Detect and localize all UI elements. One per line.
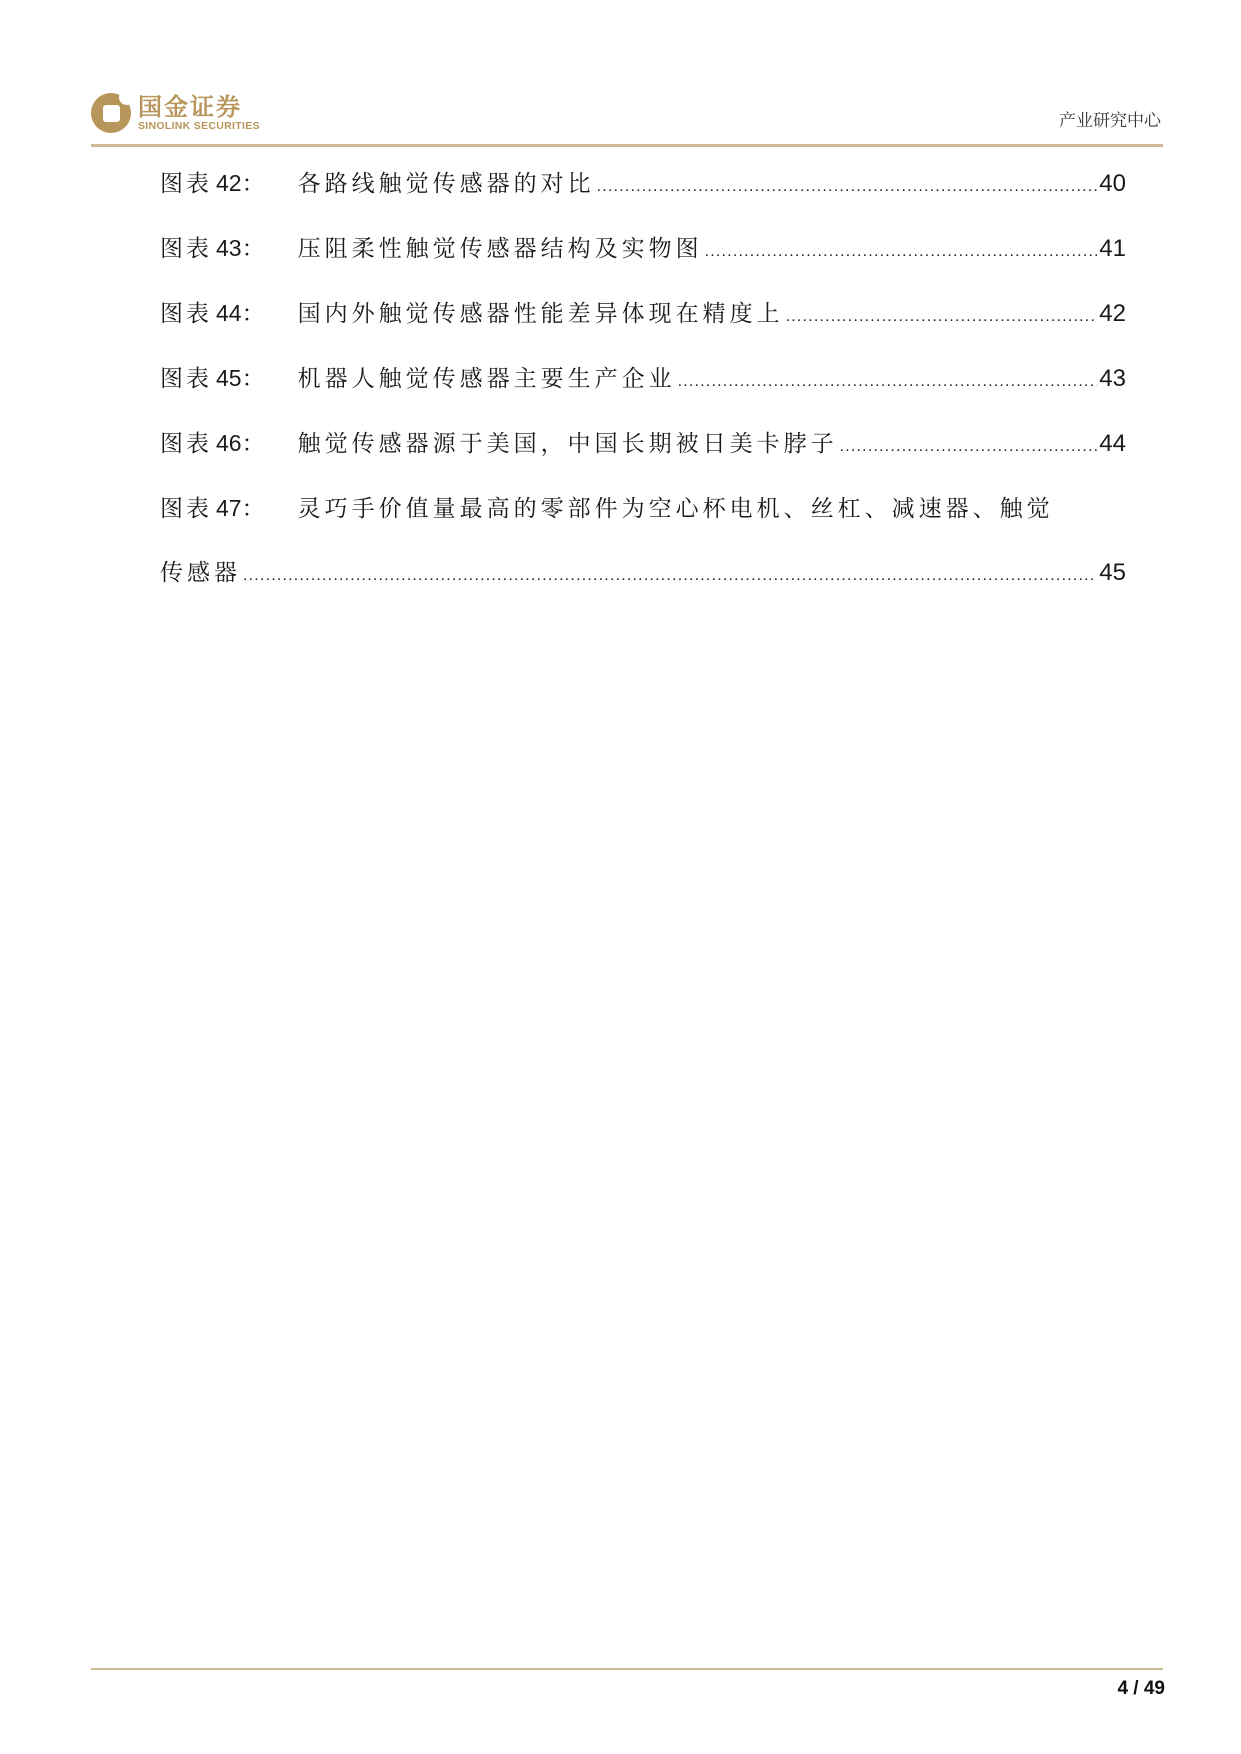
page-ref: 40	[1099, 170, 1126, 197]
toc-entry[interactable]: 图表 45： 机器人触觉传感器主要生产企业 ..... 43	[160, 357, 1126, 422]
figure-prefix: 图表	[160, 496, 212, 522]
figure-prefix: 图表	[160, 366, 212, 392]
figure-title: 国内外触觉传感器性能差异体现在精度上	[297, 301, 784, 327]
figure-number: 42	[216, 170, 242, 196]
dot-leader	[840, 426, 1098, 468]
figure-number: 43	[216, 235, 242, 261]
toc-entry[interactable]: 图表 46： 触觉传感器源于美国，中国长期被日美卡脖子 ..... 44	[160, 422, 1126, 487]
figure-number: 44	[216, 300, 242, 326]
figure-prefix: 图表	[160, 301, 212, 327]
page-ref: 42	[1099, 300, 1126, 327]
figure-prefix: 图表	[160, 236, 212, 262]
section-label: 产业研究中心	[1059, 111, 1161, 131]
logo-english-name: SINOLINK SECURITIES	[138, 119, 260, 132]
dot-leader	[243, 555, 1097, 597]
header-divider	[91, 144, 1163, 147]
page-ref: 44	[1099, 430, 1126, 457]
figure-title: 机器人触觉传感器主要生产企业	[297, 366, 676, 392]
toc-entry[interactable]: 图表 44： 国内外触觉传感器性能差异体现在精度上 ..... 42	[160, 292, 1126, 357]
dot-leader	[597, 166, 1098, 208]
company-logo	[91, 93, 260, 133]
figure-title: 各路线触觉传感器的对比	[297, 171, 595, 197]
figure-title-continuation: 传感器	[160, 560, 241, 586]
figure-number: 45	[216, 365, 242, 391]
toc-entry[interactable]: 图表 47： 灵巧手价值量最高的零部件为空心杯电机、丝杠、减速器、触觉	[160, 487, 1126, 552]
dot-leader	[786, 296, 1098, 338]
table-of-figures	[160, 162, 1126, 617]
figure-prefix: 图表	[160, 431, 212, 457]
page-ref: 43	[1099, 365, 1126, 392]
figure-number: 46	[216, 430, 242, 456]
toc-entry[interactable]: 图表 43： 压阻柔性触觉传感器结构及实物图 ..... 41	[160, 227, 1126, 292]
page-ref: 41	[1099, 235, 1126, 262]
figure-number: 47	[216, 495, 242, 521]
page-number: 4 / 49	[1117, 1678, 1165, 1699]
logo-chinese-name: 国金证券	[138, 92, 242, 121]
figure-title: 触觉传感器源于美国，中国长期被日美卡脖子	[297, 431, 838, 457]
logo-icon	[91, 93, 131, 133]
toc-entry[interactable]: 图表 42： 各路线触觉传感器的对比 ..... 40	[160, 162, 1126, 227]
footer-divider	[91, 1668, 1163, 1670]
page-ref: 45	[1099, 559, 1126, 586]
figure-title: 灵巧手价值量最高的零部件为空心杯电机、丝杠、减速器、触觉	[297, 496, 1054, 522]
figure-prefix: 图表	[160, 171, 212, 197]
dot-leader	[678, 361, 1098, 403]
dot-leader	[705, 231, 1098, 273]
figure-title: 压阻柔性触觉传感器结构及实物图	[297, 236, 703, 262]
toc-entry-continuation[interactable]	[160, 552, 1126, 617]
